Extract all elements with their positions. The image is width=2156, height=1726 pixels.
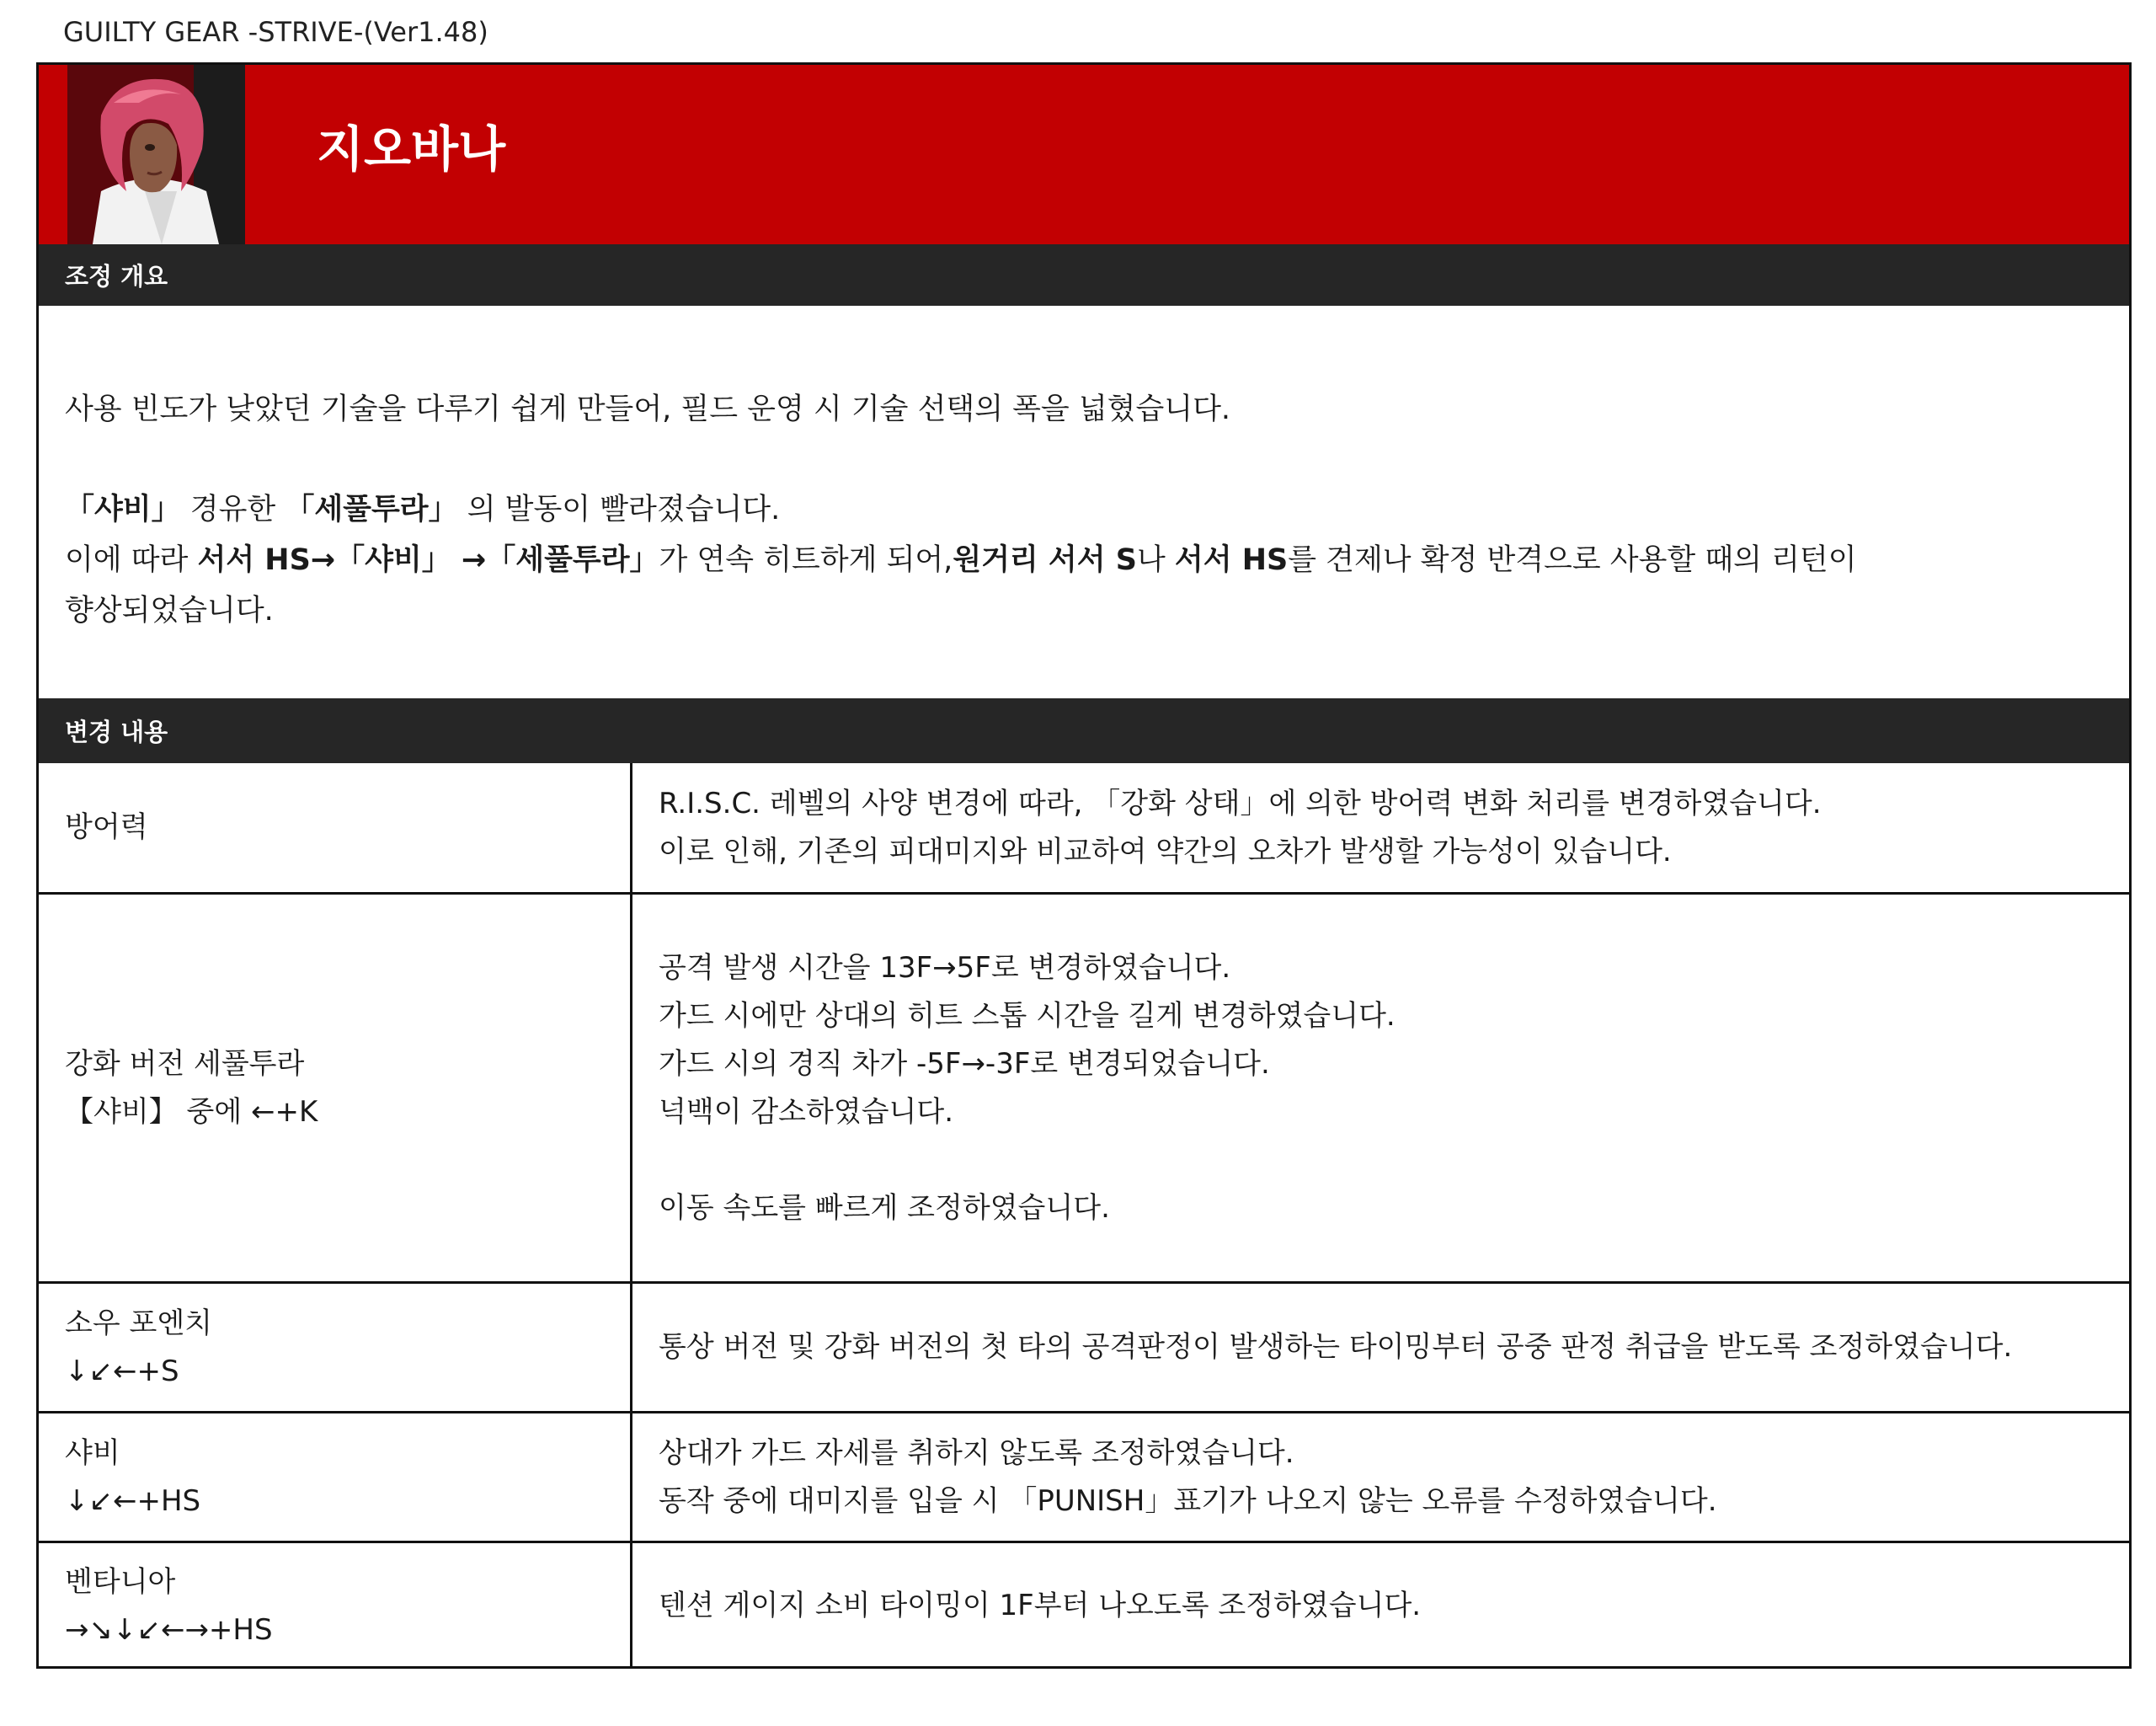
patch-note-sheet	[36, 62, 2132, 1669]
changes-heading-bar	[39, 698, 2129, 763]
change-desc-line: 넉백이 감소하였습니다.	[659, 1094, 954, 1129]
move-name-cell	[39, 1543, 632, 1669]
change-desc-cell	[632, 1284, 2129, 1411]
overview-heading-bar	[39, 244, 2129, 306]
change-desc-line: 이로 인해, 기존의 피대미지와 비교하여 약간의 오차가 발생할 가능성이 있습니다.	[659, 834, 1672, 868]
move-name: 샤비	[65, 1435, 120, 1470]
change-desc-cell	[632, 895, 2129, 1281]
overview-term-combo: 서서 HS→「샤비」 →「세풀투라」	[197, 543, 659, 577]
change-desc-line: 가드 시에만 상대의 히트 스톱 시간을 길게 변경하였습니다.	[659, 998, 1396, 1033]
overview-line-2	[65, 489, 780, 531]
move-command: 【샤비】 중에 ←+K	[65, 1094, 318, 1129]
overview-line-3	[65, 539, 1857, 581]
overview-term-far-s: 원거리 서서 S	[953, 543, 1137, 577]
table-row	[39, 763, 2129, 892]
table-row	[39, 1411, 2129, 1541]
move-name-cell	[39, 1284, 632, 1411]
move-name-cell	[39, 895, 632, 1281]
overview-text: 가 연속 히트하게 되어,	[659, 543, 953, 577]
change-desc-line: R.I.S.C. 레벨의 사양 변경에 따라, 「강화 상태」에 의한 방어력 변화 처리를 변경하였습니다.	[659, 786, 1822, 820]
overview-text: 이에 따라	[65, 543, 198, 577]
change-desc-line: 이동 속도를 빠르게 조정하였습니다.	[659, 1190, 1110, 1225]
move-name-cell	[39, 763, 632, 892]
move-name: 강화 버전 세풀투라	[65, 1046, 305, 1081]
overview-text: 경유한	[189, 493, 286, 526]
change-desc-line: 가드 시의 경직 차가 -5F→-3F로 변경되었습니다.	[659, 1046, 1270, 1081]
change-desc-cell	[632, 763, 2129, 892]
change-desc-cell	[632, 1543, 2129, 1669]
overview-body	[65, 306, 2086, 698]
character-portrait-icon	[67, 65, 245, 244]
change-desc-line: 텐션 게이지 소비 타이밍이 1F부터 나오도록 조정하였습니다.	[659, 1589, 1422, 1622]
overview-term-sepultura: 「세풀투라」	[285, 493, 458, 526]
move-name: 소우 포엔치	[65, 1306, 213, 1340]
spacer	[659, 1136, 2129, 1184]
move-command: ↓↙←+S	[65, 1354, 179, 1388]
changes-heading: 변경 내용	[65, 718, 168, 746]
move-command: ↓↙←+HS	[65, 1483, 201, 1518]
change-desc-line: 상대가 가드 자세를 취하지 않도록 조정하였습니다.	[659, 1435, 1294, 1470]
move-name-cell	[39, 1413, 632, 1541]
table-row	[39, 1541, 2129, 1669]
overview-text: 나	[1136, 543, 1175, 577]
overview-term-hs: 서서 HS	[1174, 543, 1289, 577]
change-desc-line: 공격 발생 시간을 13F→5F로 변경하였습니다.	[659, 950, 1231, 985]
overview-heading: 조정 개요	[65, 262, 168, 291]
change-desc-cell	[632, 1413, 2129, 1541]
document-title: GUILTY GEAR -STRIVE-(Ver1.48)	[63, 16, 488, 48]
change-desc-line: 통상 버전 및 강화 버전의 첫 타의 공격판정이 발생하는 타이밍부터 공중 판정 취급을 받도록 조정하였습니다.	[659, 1330, 2013, 1364]
character-name: 지오바나	[317, 120, 506, 178]
overview-text: 를 견제나 확정 반격으로 사용할 때의 리턴이	[1288, 543, 1857, 577]
change-desc-line: 동작 중에 대미지를 입을 시 「PUNISH」표기가 나오지 않는 오류를 수정하였습니다.	[659, 1483, 1717, 1518]
overview-text: 의 발동이 빨라졌습니다.	[467, 493, 781, 526]
character-banner	[39, 65, 2129, 244]
move-command: →↘↓↙←→+HS	[65, 1612, 273, 1647]
move-name: 벤타니아	[65, 1564, 176, 1599]
overview-line-4: 향상되었습니다.	[65, 594, 274, 628]
overview-term-shabi: 「샤비」	[65, 493, 181, 526]
table-row	[39, 892, 2129, 1281]
overview-line-1: 사용 빈도가 낮았던 기술을 다루기 쉽게 만들어, 필드 운영 시 기술 선택의 폭을 넓혔습니다.	[65, 393, 1231, 426]
move-name: 방어력	[65, 810, 148, 844]
table-row	[39, 1281, 2129, 1411]
